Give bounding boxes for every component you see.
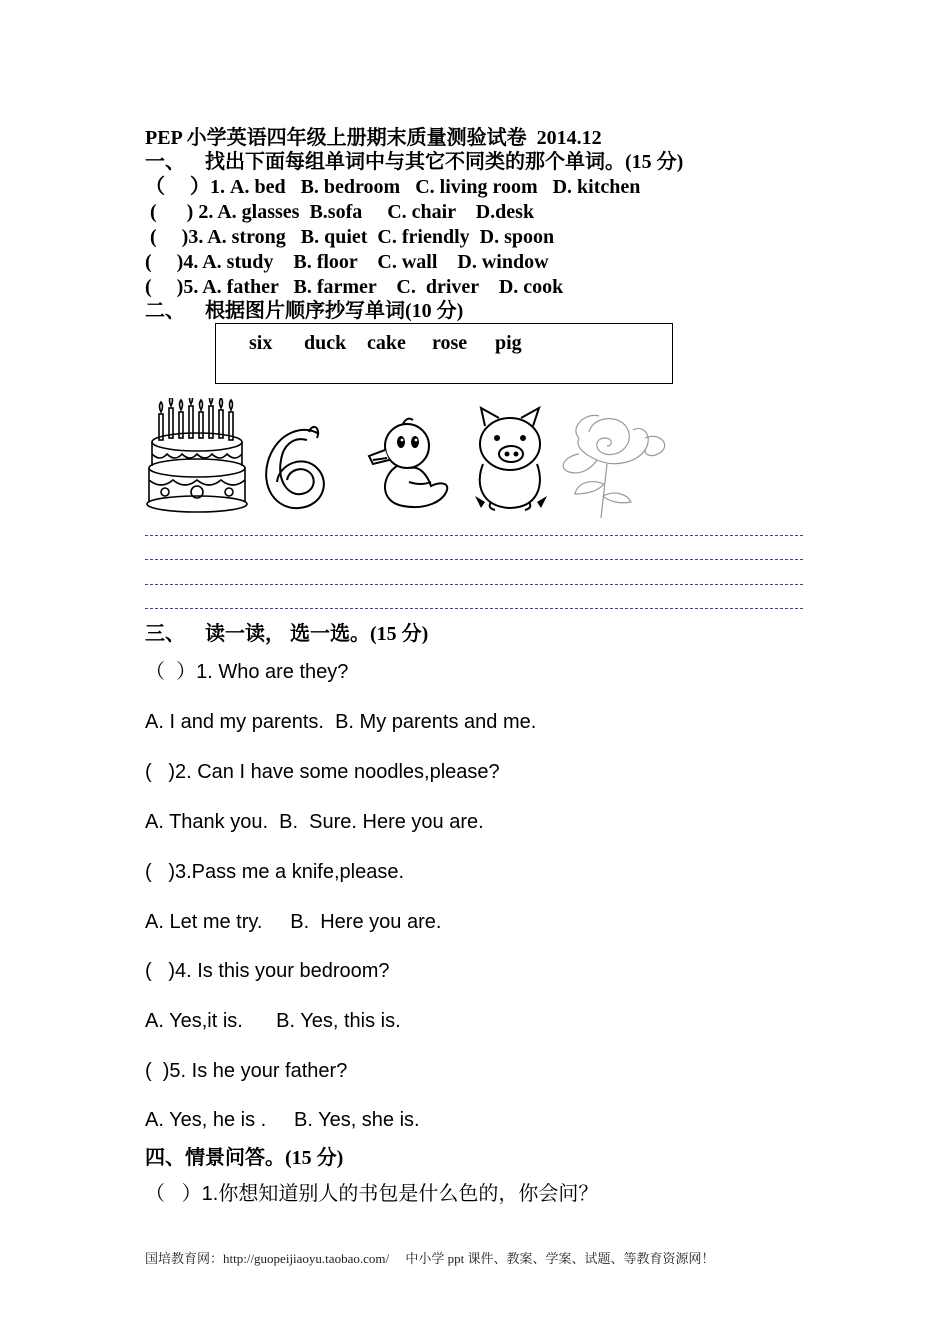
section1-heading: 一、 找出下面每组单词中与其它不同类的那个单词。(15 分) xyxy=(145,151,684,173)
section3-options-4: A. Yes,it is. B. Yes, this is. xyxy=(145,1010,401,1032)
section4-question-1: （ ）1.你想知道别人的书包是什么色的，你会问？ xyxy=(145,1183,599,1205)
section2-heading: 二、 根据图片顺序抄写单词(10 分) xyxy=(145,300,464,322)
word-six: six xyxy=(249,332,273,354)
six-picture xyxy=(257,398,339,518)
section3-options-1: A. I and my parents. B. My parents and me. xyxy=(145,711,537,733)
duck-picture xyxy=(363,398,453,518)
section3-question-4: ( )4. Is this your bedroom? xyxy=(145,960,390,982)
section1-question-3: ( )3. A. strong B. quiet C. friendly D. spoon xyxy=(145,226,555,248)
section3-options-5: A. Yes, he is . B. Yes, she is. xyxy=(145,1109,420,1131)
section1-question-1: （ ）1. A. bed B. bedroom C. living room D. kitchen xyxy=(145,176,641,198)
section1-question-2: ( ) 2. A. glasses B.sofa C. chair D.desk xyxy=(145,201,535,223)
section4-heading: 四、情景问答。(15 分) xyxy=(145,1147,344,1169)
word-cake: cake xyxy=(367,332,406,354)
picture-row xyxy=(145,398,685,518)
section1-question-4: ( )4. A. study B. floor C. wall D. window xyxy=(145,251,549,273)
cake-picture xyxy=(145,398,255,518)
writing-line-1[interactable] xyxy=(145,535,803,536)
section3-heading: 三、 读一读， 选一选。(15 分) xyxy=(145,623,429,645)
word-pig: pig xyxy=(495,332,522,354)
section3-question-5: ( )5. Is he your father? xyxy=(145,1060,348,1082)
section1-question-5: ( )5. A. father B. farmer C. driver D. cook xyxy=(145,276,564,298)
writing-line-3[interactable] xyxy=(145,584,803,585)
word-duck: duck xyxy=(304,332,347,354)
section3-question-2: ( )2. Can I have some noodles,please? xyxy=(145,761,500,783)
page-title: PEP 小学英语四年级上册期末质量测验试卷 2014.12 xyxy=(145,127,602,149)
word-rose: rose xyxy=(432,332,468,354)
section3-options-2: A. Thank you. B. Sure. Here you are. xyxy=(145,811,484,833)
writing-line-4[interactable] xyxy=(145,608,803,609)
rose-picture xyxy=(549,398,677,518)
word-bank-box xyxy=(215,323,673,384)
pig-picture xyxy=(471,398,551,518)
page-footer: 国培教育网：http://guopeijiaoyu.taobao.com/ 中小学 ppt 课件、教案、学案、试题、等教育资源网！ xyxy=(145,1251,715,1266)
section3-question-1: （ ）1. Who are they? xyxy=(145,661,349,683)
section3-question-3: ( )3.Pass me a knife,please. xyxy=(145,861,405,883)
writing-line-2[interactable] xyxy=(145,559,803,560)
section3-options-3: A. Let me try. B. Here you are. xyxy=(145,911,442,933)
